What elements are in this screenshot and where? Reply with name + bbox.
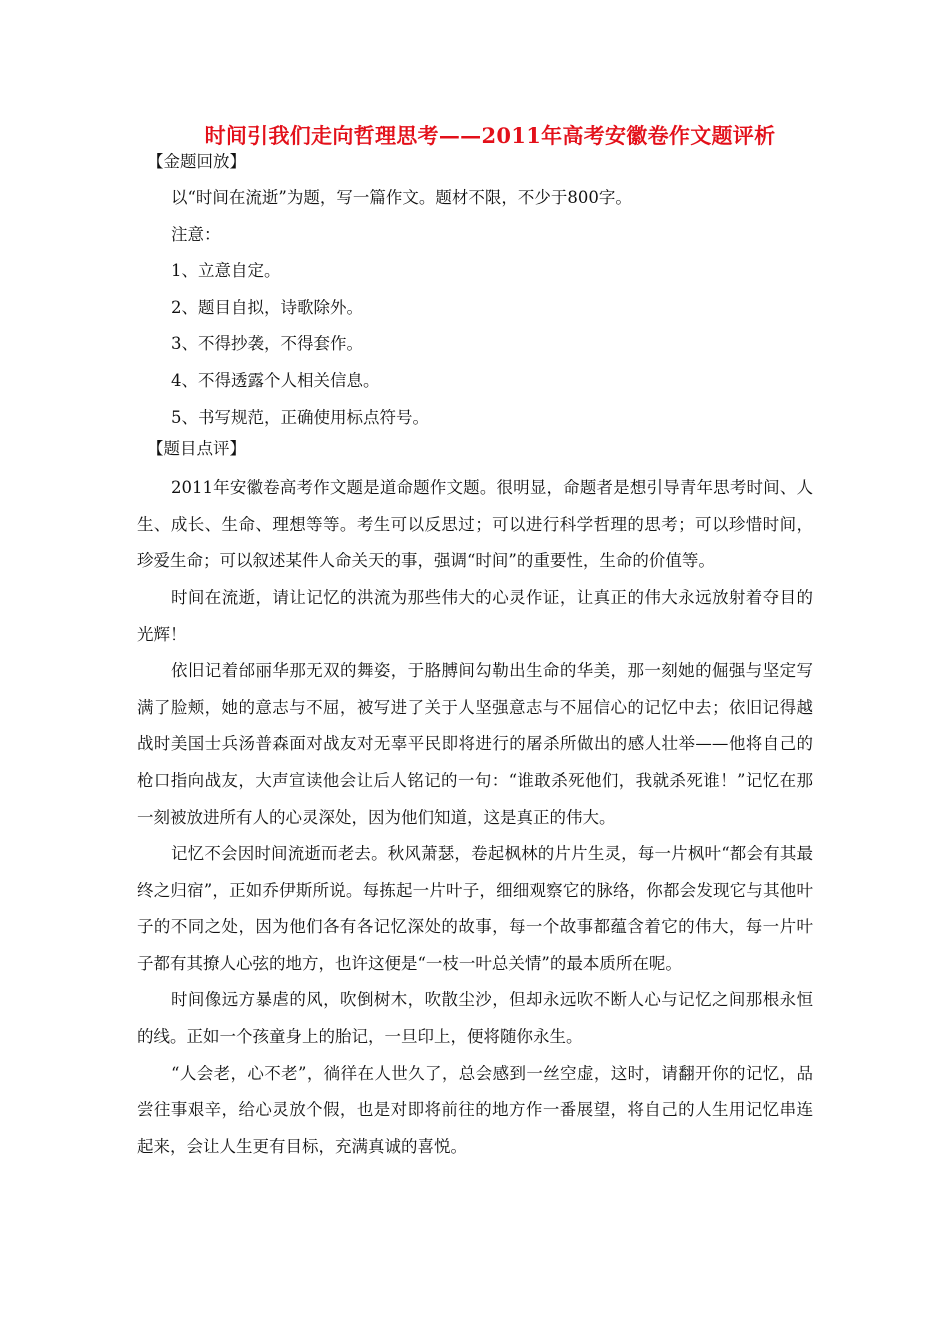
section-heading-commentary: 【题目点评】	[147, 439, 246, 459]
note-item: 5、书写规范，正确使用标点符号。	[171, 407, 429, 427]
essay-prompt: 以“时间在流逝”为题，写一篇作文。题材不限，不少于800字。	[171, 188, 632, 207]
note-item: 4、不得透露个人相关信息。	[171, 370, 380, 390]
essay-paragraph: 依旧记着邰丽华那无双的舞姿，于胳膊间勾勒出生命的华美，那一刻她的倔强与坚定写满了脸颊，她的意志与不屈，被写进了关于人坚强意志与不屈信心的记忆中去；依旧记得越战时美国士兵汤普森面对战友对无辜平民即将进行的屠杀所做出的感人壮举——他将自己的枪口指向战友，大声宣读他会让后人铭记的一句：“谁敢杀死他们，我就杀死谁！”记忆在那一刻被放进所有人的心灵深处，因为他们知道，这是真正的伟大。	[137, 661, 813, 827]
essay-paragraph: 记忆不会因时间流逝而老去。秋风萧瑟，卷起枫林的片片生灵，每一片枫叶“都会有其最终之归宿”，正如乔伊斯所说。每拣起一片叶子，细细观察它的脉络，你都会发现它与其他叶子的不同之处，因为他们各有各记忆深处的故事，每一个故事都蕴含着它的伟大，每一片叶子都有其撩人心弦的地方，也许这便是“一枝一叶总关情”的最本质所在呢。	[137, 844, 813, 973]
essay-paragraph: 时间像远方暴虐的风，吹倒树木，吹散尘沙，但却永远吹不断人心与记忆之间那根永恒的线。正如一个孩童身上的胎记，一旦印上，便将随你永生。	[137, 990, 813, 1047]
note-item: 3、不得抄袭，不得套作。	[171, 334, 363, 354]
essay-paragraph: “人会老，心不老”，徜徉在人世久了，总会感到一丝空虚，这时，请翻开你的记忆，品尝往事艰辛，给心灵放个假，也是对即将前往的地方作一番展望，将自己的人生用记忆串连起来，会让人生更有目标，充满真诚的喜悦。	[137, 1063, 813, 1156]
document-title: 时间引我们走向哲理思考——2011年高考安徽卷作文题评析	[204, 123, 776, 148]
essay-paragraph: 时间在流逝，请让记忆的洪流为那些伟大的心灵作证，让真正的伟大永远放射着夺目的光辉！	[137, 587, 813, 644]
notice-label: 注意：	[171, 224, 221, 244]
section-heading-question: 【金题回放】	[147, 152, 246, 171]
note-item: 1、立意自定。	[171, 261, 281, 281]
commentary-paragraph: 2011年安徽卷高考作文题是道命题作文题。很明显，命题者是想引导青年思考时间、人生、成长、生命、理想等等。考生可以反思过；可以进行科学哲理的思考；可以珍惜时间，珍爱生命；可以叙述某件人命关天的事，强调“时间”的重要性，生命的价值等。	[137, 478, 813, 571]
note-item: 2、题目自拟，诗歌除外。	[171, 297, 363, 317]
document-body	[137, 150, 813, 1165]
